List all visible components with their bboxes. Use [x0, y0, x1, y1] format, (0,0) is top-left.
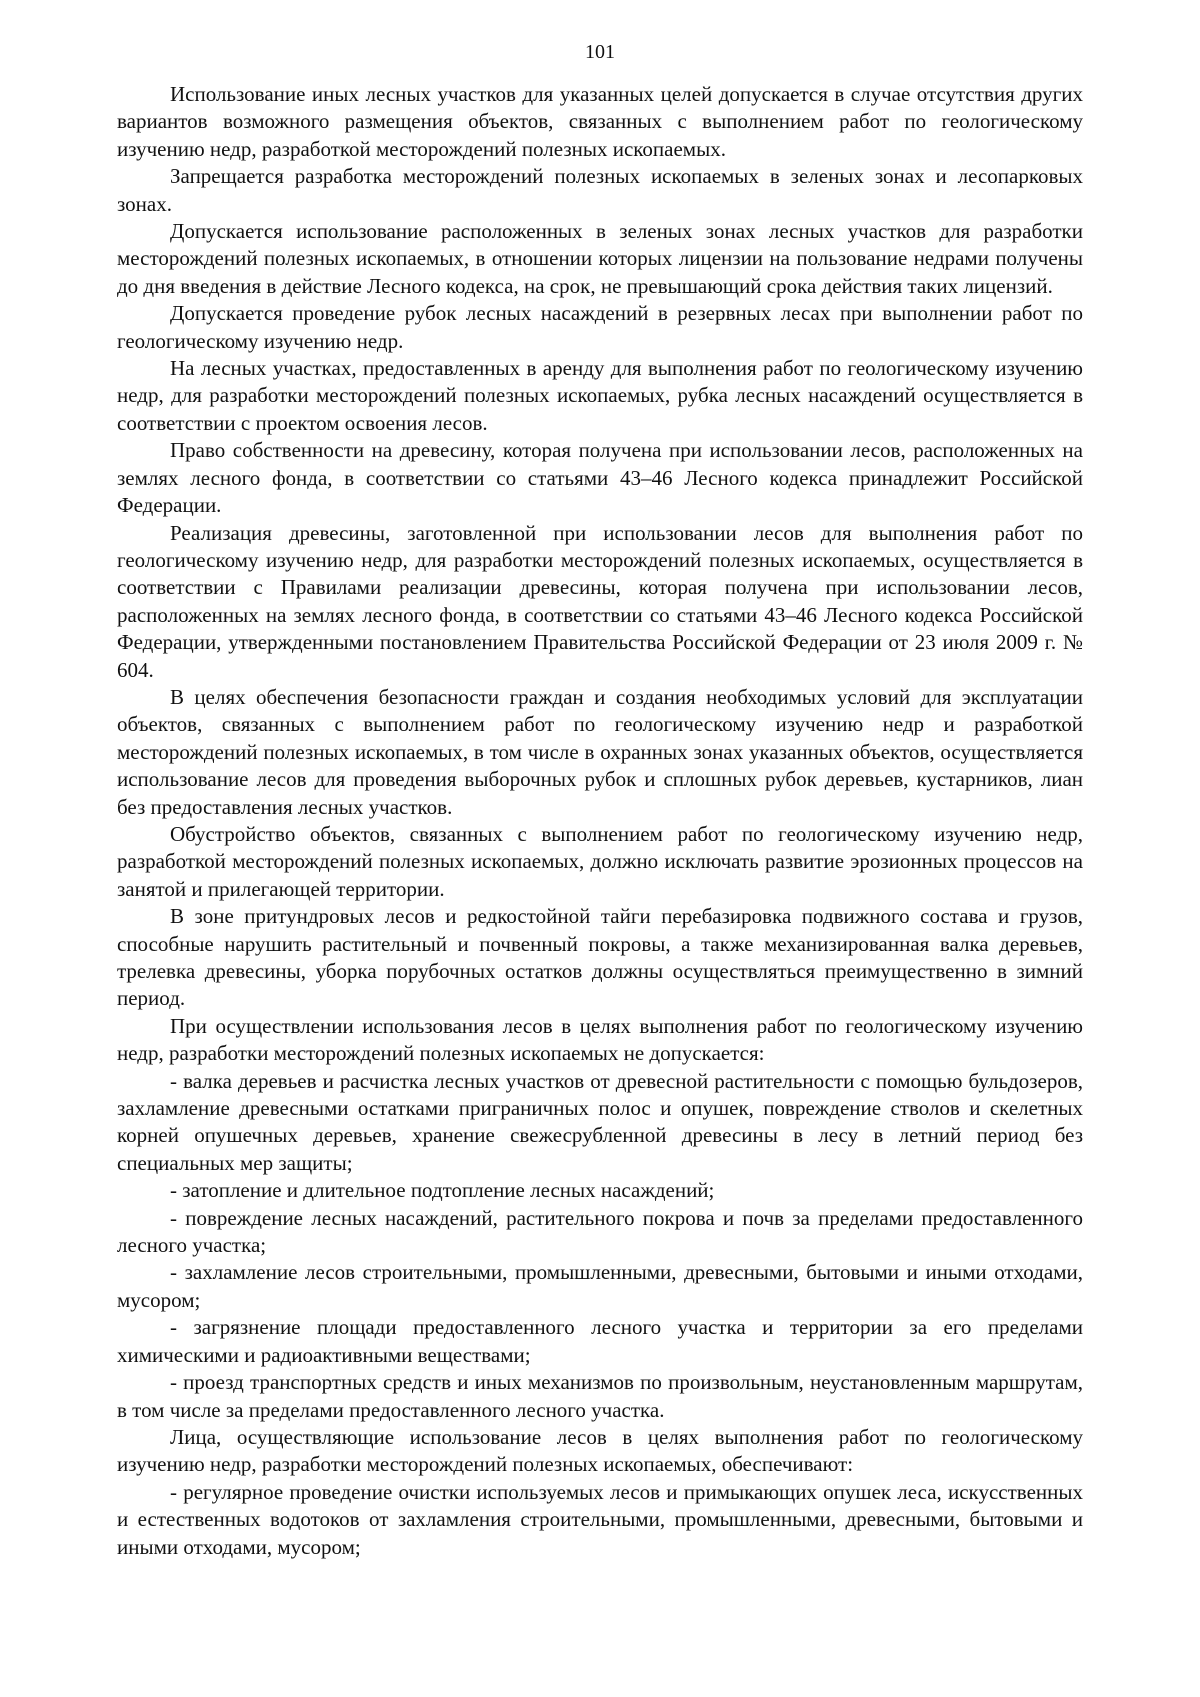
- list-item: - загрязнение площади предоставленного лесного участка и территории за его пределами химическими и радиоактивными веществами;: [117, 1315, 1083, 1367]
- paragraph: На лесных участках, предоставленных в аренду для выполнения работ по геологическому изучению недр, для разработки месторождений полезных ископаемых, рубка лесных насаждений осуществляется в соответствии с проектом освоения лесов.: [117, 356, 1083, 435]
- paragraph: Допускается использование расположенных в зеленых зонах лесных участков для разработки месторождений полезных ископаемых, в отношении которых лицензии на пользование недрами получены до дня введения в действие Лесного кодекса, на срок, не превышающий срока действия таких лицензий.: [117, 219, 1083, 298]
- list-item: - затопление и длительное подтопление лесных насаждений;: [170, 1178, 715, 1203]
- paragraph: Запрещается разработка месторождений полезных ископаемых в зеленых зонах и лесопарковых зонах.: [117, 164, 1083, 216]
- list-item: - валка деревьев и расчистка лесных участков от древесной растительности с помощью бульдозеров, захламление древесными остатками приграничных полос и опушек, повреждение стволов и скелетных корней опушечных деревьев, хранение свежесрубленной древесины в лесу в летний период без специальных мер защиты;: [117, 1068, 1083, 1175]
- list-item: - захламление лесов строительными, промышленными, древесными, бытовыми и иными отходами, мусором;: [117, 1260, 1083, 1312]
- paragraph: Право собственности на древесину, которая получена при использовании лесов, расположенных на землях лесного фонда, в соответствии со статьями 43–46 Лесного кодекса принадлежит Российской Федерации.: [117, 438, 1083, 518]
- paragraph: Допускается проведение рубок лесных насаждений в резервных лесах при выполнении работ по геологическому изучению недр.: [117, 301, 1083, 353]
- paragraph: Реализация древесины, заготовленной при использовании лесов для выполнения работ по геологическому изучению недр, для разработки месторождений полезных ископаемых, осуществляется в соответствии с Правилами реализации древесины, которая получена при использовании лесов, расположенных на землях лесного фонда, в соответствии со статьями 43–46 Лесного кодекса Российской Федерации, утвержденными постановлением Правительства Российской Федерации от 23 июля 2009 г. № 604.: [117, 520, 1083, 682]
- page-number: 101: [585, 41, 615, 63]
- paragraph: Обустройство объектов, связанных с выполнением работ по геологическому изучению недр, разработкой месторождений полезных ископаемых, должно исключать развитие эрозионных процессов на занятой и прилегающей территории.: [117, 821, 1083, 901]
- paragraph: В зоне притундровых лесов и редкостойной тайги перебазировка подвижного состава и грузов, способные нарушить растительный и почвенный покровы, а также механизированная валка деревьев, трелевка древесины, уборка порубочных остатков должны осуществляться преимущественно в зимний период.: [117, 904, 1083, 1011]
- paragraph: Лица, осуществляющие использование лесов в целях выполнения работ по геологическому изучению недр, разработки месторождений полезных ископаемых, обеспечивают:: [117, 1424, 1083, 1477]
- document-body: [117, 81, 1083, 1561]
- list-item: - повреждение лесных насаждений, растительного покрова и почв за пределами предоставленного лесного участка;: [117, 1205, 1083, 1258]
- list-item: - проезд транспортных средств и иных механизмов по произвольным, неустановленным маршрутам, в том числе за пределами предоставленного лесного участка.: [117, 1370, 1083, 1422]
- list-item: - регулярное проведение очистки используемых лесов и примыкающих опушек леса, искусственных и естественных водотоков от захламления строительными, промышленными, древесными, бытовыми и иными отходами, мусором;: [117, 1479, 1083, 1559]
- paragraph: При осуществлении использования лесов в целях выполнения работ по геологическому изучению недр, разработки месторождений полезных ископаемых не допускается:: [117, 1013, 1083, 1066]
- paragraph: В целях обеспечения безопасности граждан и создания необходимых условий для эксплуатации объектов, связанных с выполнением работ по геологическому изучению недр и разработкой месторождений полезных ископаемых, в том числе в охранных зонах указанных объектов, осуществляется использование лесов для проведения выборочных рубок и сплошных рубок деревьев, кустарников, лиан без предоставления лесных участков.: [117, 684, 1083, 819]
- paragraph: Использование иных лесных участков для указанных целей допускается в случае отсутствия других вариантов возможного размещения объектов, связанных с выполнением работ по геологическому изучению недр, разработкой месторождений полезных ископаемых.: [117, 82, 1083, 161]
